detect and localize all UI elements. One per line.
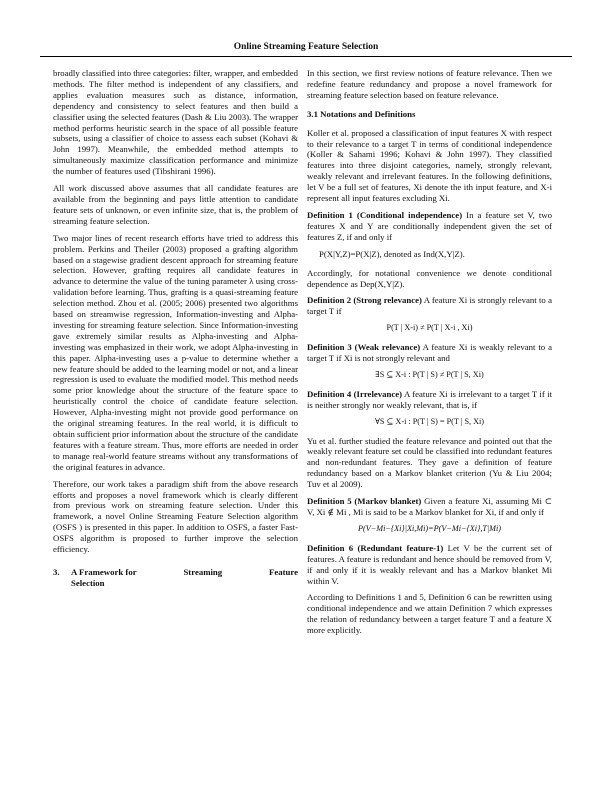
paragraph: Two major lines of recent research efforts have tried to address this problem. Perkins and Theiler (2003) proposed a grafting algorithm based on a stagewise gradient descent approach for streaming feature selection. However, grafting requires all candidate features in advance to determine the value of the tuning parameter λ using cross-validation before learning. Thus, grafting is a quasi-streaming feature selection method. Zhou et al. (2005; 2006) presented two algorithms based on streamwise regression, Information-investing and Alpha-investing for streaming feature selection. Since Information-investing gave extremely similar results as Alpha-investing and Alpha-investing was emphasized in their work, we adopt Alpha-investing in this paper. Alpha-investing uses a p-value to determine whether a new feature should be added to the learning model or not, and a linear regression is used to evaluate the modified model. This method needs some prior knowledge about the structure of the feature space to heuristically control the choice of candidate feature selection. However, Alpha-investing might not provide good performance on the original streaming features. In the real world, it is difficult to obtain sufficient prior information about the structure of the candidate features with a feature stream. Thus, more efforts are needed in order to manage real-world feature streams without any transformations of the original features in advance. <box>53 232 299 472</box>
definition-1 <box>307 210 552 243</box>
equation-3: ∃S ⊆ X-i : P(T | S) ≠ P(T | S, Xi) <box>375 369 484 379</box>
section-title-part: A Framework for <box>71 566 137 577</box>
definition-text: A feature Xi is irrelevant to a target T if it is neither strongly nor weakly relevant, that is, if <box>307 388 553 410</box>
paragraph: Therefore, our work takes a paradigm shift from the above research efforts and proposes a novel framework which is clearly different from previous work on streaming feature selection. Under this framework, a novel Online Streaming Feature Selection algorithm (OSFS ) is presented in this paper. In addition to OSFS, a faster Fast-OSFS algorithm is proposed to further improve the selection efficiency. <box>53 478 298 555</box>
definition-title: Definition 1 (Conditional independence) <box>307 209 463 220</box>
equation-1: P(X|Y,Z)=P(X|Z), denoted as Ind(X,Y|Z). <box>319 248 465 259</box>
paragraph: Yu et al. further studied the feature relevance and pointed out that the weakly relevant feature set could be classified into redundant features and non-redundant features. They gave a definition of feature redundancy based on a Markov blanket criterion (Yu & Liu 2004; Tuv et al 2009). <box>307 435 552 490</box>
paragraph: broadly classified into three categories: filter, wrapper, and embedded methods. The filter method is independent of any classifiers, and applies evaluation measures such as distance, information, dependency and consistency to select features and then build a classifier using the selected features (Dash & Liu 2003). The wrapper method performs heuristic search in the space of all possible feature subsets, using a classifier of choice to assess each subset (Kohavi & John 1997). Meanwhile, the embedded method attempts to simultaneously maximize classification performance and minimize the number of features used (Tibshirani 1996). <box>53 68 298 177</box>
definition-text: A feature Xi is strongly relevant to a target T if <box>307 295 552 317</box>
definition-6 <box>307 543 552 587</box>
section-number: 3. <box>53 566 60 577</box>
definition-text: A feature Xi is weakly relevant to a target T if Xi is not strongly relevant and <box>307 342 553 364</box>
subsection-heading: 3.1 Notations and Definitions <box>307 108 416 119</box>
equation-4: ∀S ⊆ X-i : P(T | S) = P(T | S, Xi) <box>374 416 484 426</box>
section-heading <box>53 567 298 589</box>
definition-title: Definition 5 (Markov blanket) <box>307 496 422 507</box>
paragraph: According to Definitions 1 and 5, Definition 6 can be rewritten using conditional independence and we attain Definition 7 which expresses the relation of redundancy between a target feature T and a feature X more explicitly. <box>307 592 552 636</box>
definition-3 <box>307 342 552 364</box>
definition-title: Definition 6 (Redundant feature-1) <box>307 542 444 553</box>
definition-5 <box>307 496 552 518</box>
header-rule <box>40 56 572 57</box>
equation-2: P(T | X-i) ≠ P(T | X-i , Xi) <box>386 323 473 333</box>
running-header: Online Streaming Feature Selection <box>233 42 379 52</box>
definition-text: Given a feature Xi, assuming Mi ⊂ V, Xi ∉ Mi , Mi is said to be a Markov blanket for Xi, if and only if <box>307 496 552 517</box>
paragraph: All work discussed above assumes that all candidate features are available from the beginning and pays little attention to candidate feature sets of unknown, or even infinite size, that is, the problem of streaming feature selection. <box>53 183 298 226</box>
right-column <box>307 68 552 642</box>
definition-2 <box>307 295 552 317</box>
section-title-part: Streaming <box>183 566 223 577</box>
definition-title: Definition 4 (Irrelevance) <box>307 388 403 399</box>
section-title-line2: Selection <box>71 577 105 588</box>
definition-text: In a feature set V, two features X and Y are conditionally independent given the set of features Z, if and only if <box>307 209 552 242</box>
paragraph: In this section, we first review notions of feature relevance. Then we redefine feature redundancy and propose a novel framework for streaming feature selection based on feature relevance. <box>307 68 552 100</box>
definition-text: Let V be the current set of features. A feature is redundant and hence should be removed from V, if and only if it is weakly relevant and has a Markov blanket Mi within V. <box>307 542 552 586</box>
definition-title: Definition 3 (Weak relevance) <box>307 342 421 353</box>
definition-4 <box>307 389 552 411</box>
paragraph: Accordingly, for notational convenience we denote conditional dependence as Dep(X,Y|Z). <box>307 267 552 289</box>
paragraph: Koller et al. proposed a classification of input features X with respect to their relevance to a target T in terms of conditional independence (Koller & Sahami 1996; Kohavi & John 1997). They classified features into three disjoint categories, namely, strongly relevant, weakly relevant and irrelevant features. In the following definitions, let V be a full set of features, Xi denote the ith input feature, and X-i represent all input features excluding Xi. <box>307 127 552 204</box>
left-column <box>53 68 298 589</box>
equation-5: P(V−Mi−{Xi}|Xi,Mi)=P(V−Mi−{Xi},T|Mi) <box>358 523 501 533</box>
definition-title: Definition 2 (Strong relevance) <box>307 295 422 306</box>
section-title-part: Feature <box>269 566 298 577</box>
section-title <box>71 567 298 589</box>
